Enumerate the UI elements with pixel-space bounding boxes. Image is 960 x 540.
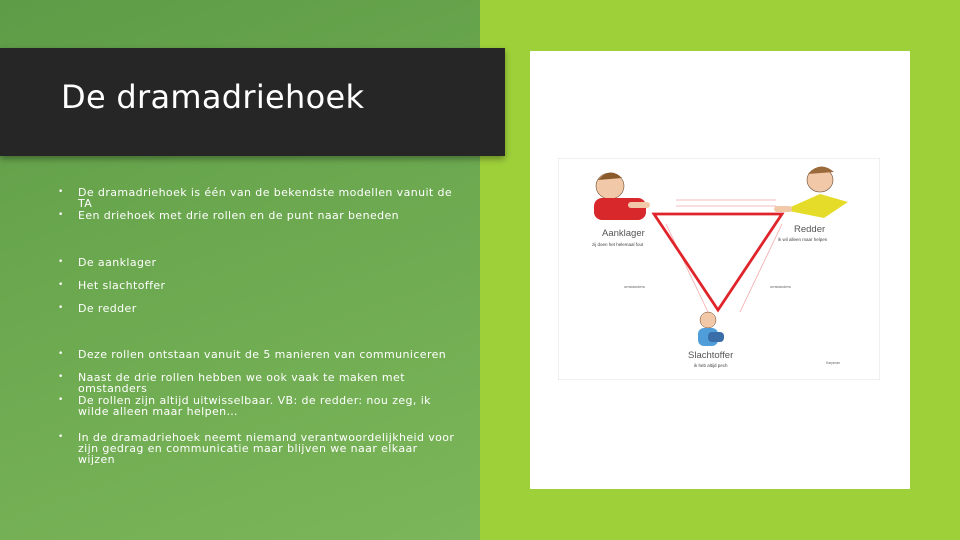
- aanklager-label: Aanklager: [602, 228, 645, 239]
- redder-sublabel: ik wil alleen maar helpen: [778, 237, 828, 242]
- slide-title: De dramadriehoek: [61, 78, 365, 116]
- bullet-dot: •: [58, 395, 64, 405]
- bullet-dot: •: [58, 187, 64, 197]
- omstanders-right-label: omstanders: [770, 284, 791, 289]
- redder-label: Redder: [794, 224, 826, 235]
- slachtoffer-sublabel: ik heb altijd pech: [694, 363, 728, 368]
- bullet-dot: •: [58, 257, 64, 267]
- bullet-dot: •: [58, 432, 64, 442]
- bullet-text: De redder: [78, 302, 137, 315]
- bullet-dot: •: [58, 372, 64, 382]
- bullet-text: De rollen zijn altijd uitwisselbaar. VB: de redder: nou zeg, ik wilde alleen maar helpen…: [78, 394, 431, 418]
- bullet-text: Naast de drie rollen hebben we ook vaak te maken met omstanders: [78, 371, 405, 395]
- bullet-text: Het slachtoffer: [78, 279, 166, 292]
- bullet-text: Een driehoek met drie rollen en de punt naar beneden: [78, 209, 400, 222]
- bullet-dot: •: [58, 303, 64, 313]
- bullet-dot: •: [58, 210, 64, 220]
- bullet-text: In de dramadriehoek neemt niemand verantwoordelijkheid voor zijn gedrag en communicatie maar blijven we naar elkaar wijzen: [78, 431, 455, 466]
- omstanders-left-label: omstanders: [624, 284, 645, 289]
- diagram-credit: Karpman: [826, 361, 841, 365]
- slachtoffer-label: Slachtoffer: [688, 350, 734, 361]
- bullet-text: De dramadriehoek is één van de bekendste modellen vanuit de TA: [78, 186, 453, 210]
- drama-triangle-diagram: [558, 158, 880, 380]
- bullet-text: Deze rollen ontstaan vanuit de 5 manieren van communiceren: [78, 348, 447, 361]
- bullet-dot: •: [58, 280, 64, 290]
- bullet-dot: •: [58, 349, 64, 359]
- aanklager-sublabel: zij doen het helemaal fout: [592, 242, 644, 247]
- bullet-text: De aanklager: [78, 256, 157, 269]
